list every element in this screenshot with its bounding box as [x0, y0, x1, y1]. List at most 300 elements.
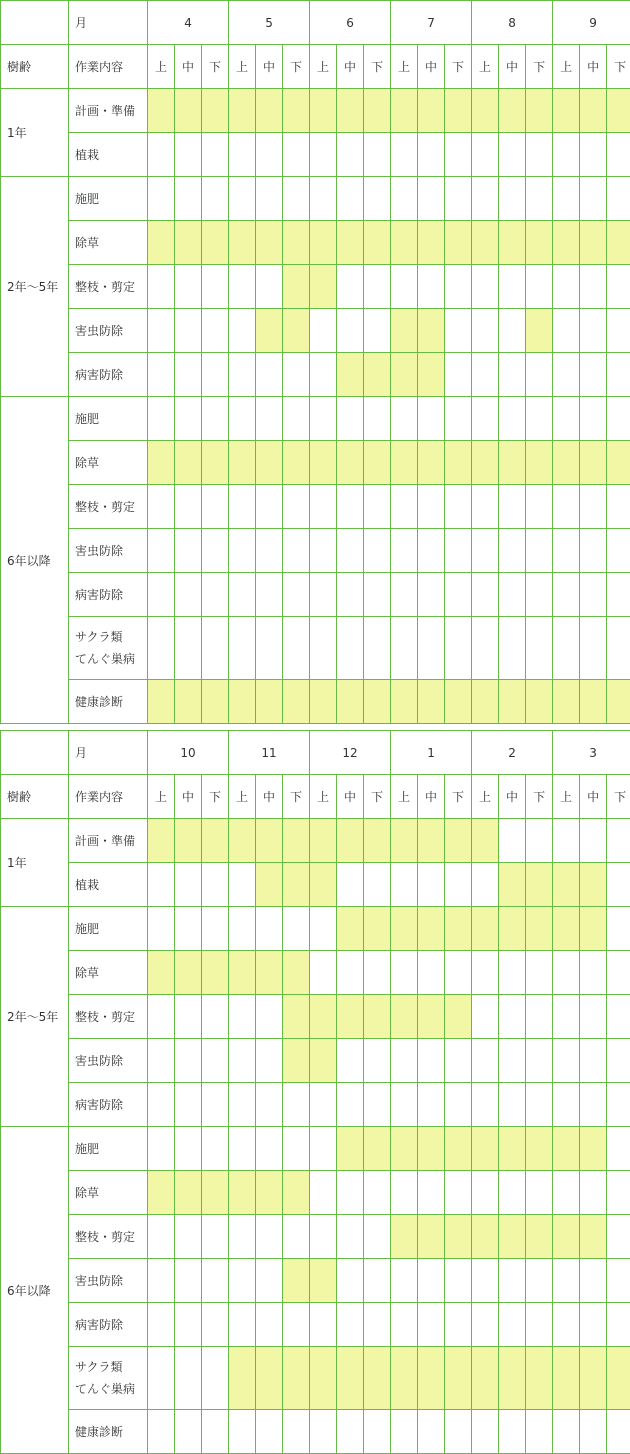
schedule-cell — [283, 573, 310, 617]
schedule-cell — [148, 1215, 175, 1259]
schedule-cell — [337, 397, 364, 441]
age-group-label: 2年～5年 — [1, 177, 69, 397]
period-header: 下 — [445, 45, 472, 89]
schedule-cell — [499, 1347, 526, 1410]
schedule-cell — [499, 221, 526, 265]
schedule-cell — [229, 995, 256, 1039]
schedule-cell — [256, 1083, 283, 1127]
schedule-cell — [148, 529, 175, 573]
schedule-cell — [283, 177, 310, 221]
period-header: 上 — [472, 45, 499, 89]
schedule-cell — [364, 1215, 391, 1259]
task-name — [69, 441, 148, 485]
schedule-cell — [499, 353, 526, 397]
period-header: 上 — [391, 775, 418, 819]
schedule-cell — [337, 1410, 364, 1454]
task-row — [1, 863, 630, 907]
schedule-cell — [580, 529, 607, 573]
task-name — [69, 177, 148, 221]
schedule-cell — [607, 1127, 630, 1171]
schedule-cell — [391, 995, 418, 1039]
task-name — [69, 309, 148, 353]
task-name-text: 施肥 — [75, 918, 147, 940]
schedule-cell — [499, 907, 526, 951]
schedule-cell — [283, 1039, 310, 1083]
schedule-cell — [283, 309, 310, 353]
schedule-cell — [337, 265, 364, 309]
task-name-text: サクラ類 てんぐ巣病 — [75, 626, 147, 670]
month-header: 7 — [391, 1, 472, 45]
schedule-cell — [310, 680, 337, 724]
schedule-cell — [256, 1410, 283, 1454]
period-header: 中 — [175, 45, 202, 89]
schedule-cell — [364, 1347, 391, 1410]
schedule-cell — [283, 819, 310, 863]
schedule-cell — [553, 353, 580, 397]
task-row — [1, 177, 630, 221]
schedule-cell — [256, 1127, 283, 1171]
schedule-cell — [202, 1347, 229, 1410]
schedule-cell — [607, 863, 630, 907]
schedule-cell — [310, 1171, 337, 1215]
task-row — [1, 1259, 630, 1303]
schedule-cell — [526, 265, 553, 309]
task-name — [69, 221, 148, 265]
task-name — [69, 680, 148, 724]
period-header: 下 — [202, 45, 229, 89]
schedule-cell — [256, 617, 283, 680]
schedule-cell — [499, 1259, 526, 1303]
schedule-cell — [310, 1347, 337, 1410]
schedule-cell — [202, 863, 229, 907]
task-name — [69, 89, 148, 133]
schedule-cell — [418, 1127, 445, 1171]
task-name-text: 整枝・剪定 — [75, 496, 147, 518]
schedule-cell — [364, 573, 391, 617]
schedule-cell — [472, 177, 499, 221]
schedule-cell — [283, 529, 310, 573]
schedule-cell — [229, 1039, 256, 1083]
task-name-text: 植栽 — [75, 144, 147, 166]
period-header: 下 — [283, 45, 310, 89]
schedule-cell — [310, 1083, 337, 1127]
schedule-cell — [607, 573, 630, 617]
schedule-cell — [364, 1127, 391, 1171]
schedule-cell — [499, 89, 526, 133]
schedule-cell — [310, 1259, 337, 1303]
schedule-cell — [283, 617, 310, 680]
schedule-cell — [445, 907, 472, 951]
schedule-cell — [499, 265, 526, 309]
schedule-cell — [445, 819, 472, 863]
schedule-cell — [148, 819, 175, 863]
task-name — [69, 819, 148, 863]
task-name — [69, 1303, 148, 1347]
schedule-cell — [499, 177, 526, 221]
month-header: 12 — [310, 731, 391, 775]
schedule-cell — [202, 680, 229, 724]
schedule-cell — [310, 309, 337, 353]
schedule-cell — [202, 951, 229, 995]
schedule-cell — [607, 907, 630, 951]
month-header: 2 — [472, 731, 553, 775]
task-name-text: 整枝・剪定 — [75, 1226, 147, 1248]
schedule-cell — [148, 951, 175, 995]
schedule-cell — [310, 265, 337, 309]
period-header: 上 — [553, 45, 580, 89]
schedule-cell — [472, 1410, 499, 1454]
schedule-cell — [553, 1083, 580, 1127]
schedule-cell — [310, 485, 337, 529]
task-row — [1, 617, 630, 680]
schedule-cell — [418, 485, 445, 529]
age-group-label: 2年～5年 — [1, 907, 69, 1127]
schedule-cell — [364, 1083, 391, 1127]
schedule-cell — [580, 1039, 607, 1083]
schedule-cell — [364, 1410, 391, 1454]
task-row — [1, 951, 630, 995]
schedule-cell — [364, 177, 391, 221]
schedule-cell — [499, 819, 526, 863]
schedule-cell — [391, 907, 418, 951]
schedule-cell — [391, 1215, 418, 1259]
schedule-cell — [310, 819, 337, 863]
schedule-cell — [175, 265, 202, 309]
period-header: 上 — [148, 775, 175, 819]
schedule-cell — [148, 907, 175, 951]
schedule-cell — [283, 1410, 310, 1454]
schedule-cell — [391, 353, 418, 397]
schedule-cell — [391, 819, 418, 863]
schedule-cell — [418, 907, 445, 951]
month-label: 月 — [69, 731, 148, 775]
schedule-cell — [553, 1127, 580, 1171]
period-header: 下 — [607, 45, 630, 89]
schedule-cell — [175, 441, 202, 485]
schedule-cell — [580, 573, 607, 617]
task-row — [1, 907, 630, 951]
schedule-cell — [391, 951, 418, 995]
schedule-cell — [256, 1347, 283, 1410]
schedule-cell — [337, 951, 364, 995]
age-group-label: 6年以降 — [1, 1127, 69, 1454]
schedule-cell — [229, 265, 256, 309]
schedule-cell — [229, 177, 256, 221]
task-name — [69, 397, 148, 441]
schedule-cell — [526, 353, 553, 397]
schedule-cell — [310, 221, 337, 265]
schedule-cell — [256, 907, 283, 951]
schedule-cell — [337, 995, 364, 1039]
period-header: 下 — [364, 775, 391, 819]
schedule-cell — [364, 863, 391, 907]
period-header: 上 — [148, 45, 175, 89]
blank-corner — [1, 731, 69, 775]
schedule-cell — [229, 1127, 256, 1171]
schedule-cell — [148, 177, 175, 221]
schedule-cell — [607, 1083, 630, 1127]
period-header: 上 — [391, 45, 418, 89]
schedule-cell — [364, 1039, 391, 1083]
schedule-cell — [553, 1347, 580, 1410]
schedule-cell — [391, 1303, 418, 1347]
schedule-cell — [418, 529, 445, 573]
task-row — [1, 1410, 630, 1454]
schedule-cell — [553, 397, 580, 441]
schedule-cell — [526, 1215, 553, 1259]
schedule-cell — [607, 617, 630, 680]
schedule-cell — [337, 1039, 364, 1083]
schedule-cell — [256, 1171, 283, 1215]
age-group-label: 1年 — [1, 819, 69, 907]
schedule-cell — [256, 265, 283, 309]
schedule-cell — [418, 1347, 445, 1410]
schedule-cell — [364, 485, 391, 529]
schedule-cell — [229, 1259, 256, 1303]
task-row — [1, 1127, 630, 1171]
schedule-cell — [364, 265, 391, 309]
schedule-cell — [202, 441, 229, 485]
period-header: 下 — [445, 775, 472, 819]
schedule-cell — [202, 529, 229, 573]
schedule-cell — [418, 617, 445, 680]
blank-corner — [1, 1, 69, 45]
schedule-cell — [148, 353, 175, 397]
schedule-cell — [445, 1303, 472, 1347]
schedule-cell — [418, 573, 445, 617]
task-row — [1, 353, 630, 397]
schedule-cell — [418, 1259, 445, 1303]
schedule-cell — [526, 951, 553, 995]
schedule-cell — [472, 680, 499, 724]
schedule-cell — [310, 1215, 337, 1259]
task-name-text: 計画・準備 — [75, 100, 147, 122]
schedule-cell — [202, 309, 229, 353]
schedule-cell — [472, 617, 499, 680]
schedule-cell — [256, 485, 283, 529]
schedule-cell — [256, 680, 283, 724]
schedule-cell — [310, 907, 337, 951]
task-name — [69, 265, 148, 309]
schedule-cell — [337, 819, 364, 863]
schedule-cell — [175, 1171, 202, 1215]
schedule-cell — [310, 1410, 337, 1454]
schedule-cell — [499, 863, 526, 907]
schedule-cell — [607, 1215, 630, 1259]
task-label-header: 作業内容 — [69, 45, 148, 89]
schedule-cell — [418, 221, 445, 265]
schedule-cell — [256, 819, 283, 863]
month-label: 月 — [69, 1, 148, 45]
task-name-text: サクラ類 てんぐ巣病 — [75, 1356, 147, 1400]
schedule-cell — [148, 1127, 175, 1171]
schedule-cell — [202, 1303, 229, 1347]
schedule-cell — [148, 1039, 175, 1083]
schedule-cell — [499, 397, 526, 441]
task-name-text: 害虫防除 — [75, 1050, 147, 1072]
task-name — [69, 573, 148, 617]
period-header: 中 — [175, 775, 202, 819]
schedule-cell — [391, 265, 418, 309]
schedule-cell — [499, 529, 526, 573]
schedule-cell — [391, 1127, 418, 1171]
schedule-cell — [418, 309, 445, 353]
schedule-cell — [553, 221, 580, 265]
schedule-cell — [175, 995, 202, 1039]
task-name — [69, 617, 148, 680]
schedule-cell — [445, 995, 472, 1039]
schedule-cell — [391, 221, 418, 265]
task-name-text: 害虫防除 — [75, 540, 147, 562]
schedule-cell — [391, 177, 418, 221]
schedule-cell — [418, 133, 445, 177]
schedule-cell — [364, 951, 391, 995]
period-header: 上 — [229, 45, 256, 89]
schedule-cell — [229, 221, 256, 265]
schedule-cell — [580, 1410, 607, 1454]
schedule-cell — [202, 617, 229, 680]
schedule-cell — [607, 1039, 630, 1083]
task-row — [1, 1039, 630, 1083]
schedule-cell — [202, 397, 229, 441]
schedule-cell — [364, 680, 391, 724]
task-name-text: 施肥 — [75, 408, 147, 430]
schedule-cell — [175, 1039, 202, 1083]
schedule-cell — [256, 1039, 283, 1083]
schedule-cell — [148, 1259, 175, 1303]
schedule-cell — [202, 1083, 229, 1127]
schedule-cell — [202, 133, 229, 177]
schedule-cell — [283, 265, 310, 309]
schedule-cell — [256, 397, 283, 441]
schedule-cell — [364, 309, 391, 353]
schedule-cell — [391, 133, 418, 177]
task-name-text: 健康診断 — [75, 1421, 147, 1443]
schedule-cell — [202, 1259, 229, 1303]
task-row — [1, 221, 630, 265]
schedule-cell — [310, 529, 337, 573]
schedule-cell — [229, 1303, 256, 1347]
schedule-cell — [310, 951, 337, 995]
task-row — [1, 1303, 630, 1347]
schedule-cell — [283, 907, 310, 951]
schedule-cell — [364, 995, 391, 1039]
schedule-cell — [418, 863, 445, 907]
schedule-cell — [499, 1083, 526, 1127]
task-name-text: 病害防除 — [75, 1094, 147, 1116]
schedule-cell — [553, 1215, 580, 1259]
schedule-cell — [229, 485, 256, 529]
task-name-text: 除草 — [75, 962, 147, 984]
schedule-cell — [229, 1171, 256, 1215]
schedule-cell — [256, 995, 283, 1039]
schedule-cell — [148, 617, 175, 680]
schedule-cell — [202, 1215, 229, 1259]
schedule-cell — [580, 617, 607, 680]
schedule-cell — [229, 133, 256, 177]
schedule-cell — [445, 1127, 472, 1171]
schedule-cell — [256, 221, 283, 265]
schedule-cell — [445, 1215, 472, 1259]
schedule-cell — [553, 995, 580, 1039]
schedule-cell — [472, 1039, 499, 1083]
schedule-cell — [229, 617, 256, 680]
schedule-cell — [499, 309, 526, 353]
schedule-cell — [229, 1083, 256, 1127]
month-header: 5 — [229, 1, 310, 45]
period-header: 上 — [553, 775, 580, 819]
schedule-cell — [553, 1039, 580, 1083]
schedule-cell — [202, 573, 229, 617]
month-header: 4 — [148, 1, 229, 45]
schedule-cell — [148, 485, 175, 529]
task-name — [69, 485, 148, 529]
schedule-cell — [499, 441, 526, 485]
schedule-cell — [472, 309, 499, 353]
schedule-cell — [175, 221, 202, 265]
schedule-cell — [202, 819, 229, 863]
schedule-cell — [283, 1127, 310, 1171]
task-name-text: 計画・準備 — [75, 830, 147, 852]
schedule-cell — [526, 1083, 553, 1127]
schedule-cell — [472, 907, 499, 951]
task-label-header: 作業内容 — [69, 775, 148, 819]
schedule-cell — [499, 1039, 526, 1083]
task-name — [69, 863, 148, 907]
schedule-cell — [553, 1259, 580, 1303]
schedule-cell — [499, 1215, 526, 1259]
schedule-cell — [580, 177, 607, 221]
schedule-cell — [472, 863, 499, 907]
schedule-cell — [337, 441, 364, 485]
schedule-cell — [580, 951, 607, 995]
schedule-cell — [391, 89, 418, 133]
period-header: 中 — [499, 45, 526, 89]
period-header: 上 — [310, 45, 337, 89]
schedule-cell — [391, 529, 418, 573]
schedule-cell — [337, 353, 364, 397]
schedule-cell — [364, 441, 391, 485]
period-header-row — [1, 775, 630, 819]
schedule-cell — [175, 1410, 202, 1454]
schedule-cell — [175, 529, 202, 573]
schedule-cell — [364, 89, 391, 133]
schedule-cell — [499, 1171, 526, 1215]
schedule-cell — [283, 221, 310, 265]
schedule-cell — [256, 133, 283, 177]
schedule-cell — [148, 1410, 175, 1454]
schedule-cell — [418, 1171, 445, 1215]
schedule-cell — [148, 863, 175, 907]
schedule-cell — [418, 397, 445, 441]
schedule-cell — [553, 1410, 580, 1454]
schedule-cell — [499, 680, 526, 724]
schedule-cell — [445, 1410, 472, 1454]
schedule-cell — [607, 89, 630, 133]
schedule-cell — [553, 573, 580, 617]
schedule-cell — [256, 951, 283, 995]
schedule-cell — [526, 1127, 553, 1171]
period-header: 上 — [310, 775, 337, 819]
schedule-cell — [391, 441, 418, 485]
schedule-cell — [364, 397, 391, 441]
schedule-cell — [202, 1127, 229, 1171]
schedule-cell — [553, 907, 580, 951]
schedule-cell — [175, 951, 202, 995]
period-header: 下 — [283, 775, 310, 819]
schedule-cell — [553, 485, 580, 529]
schedule-cell — [337, 1171, 364, 1215]
